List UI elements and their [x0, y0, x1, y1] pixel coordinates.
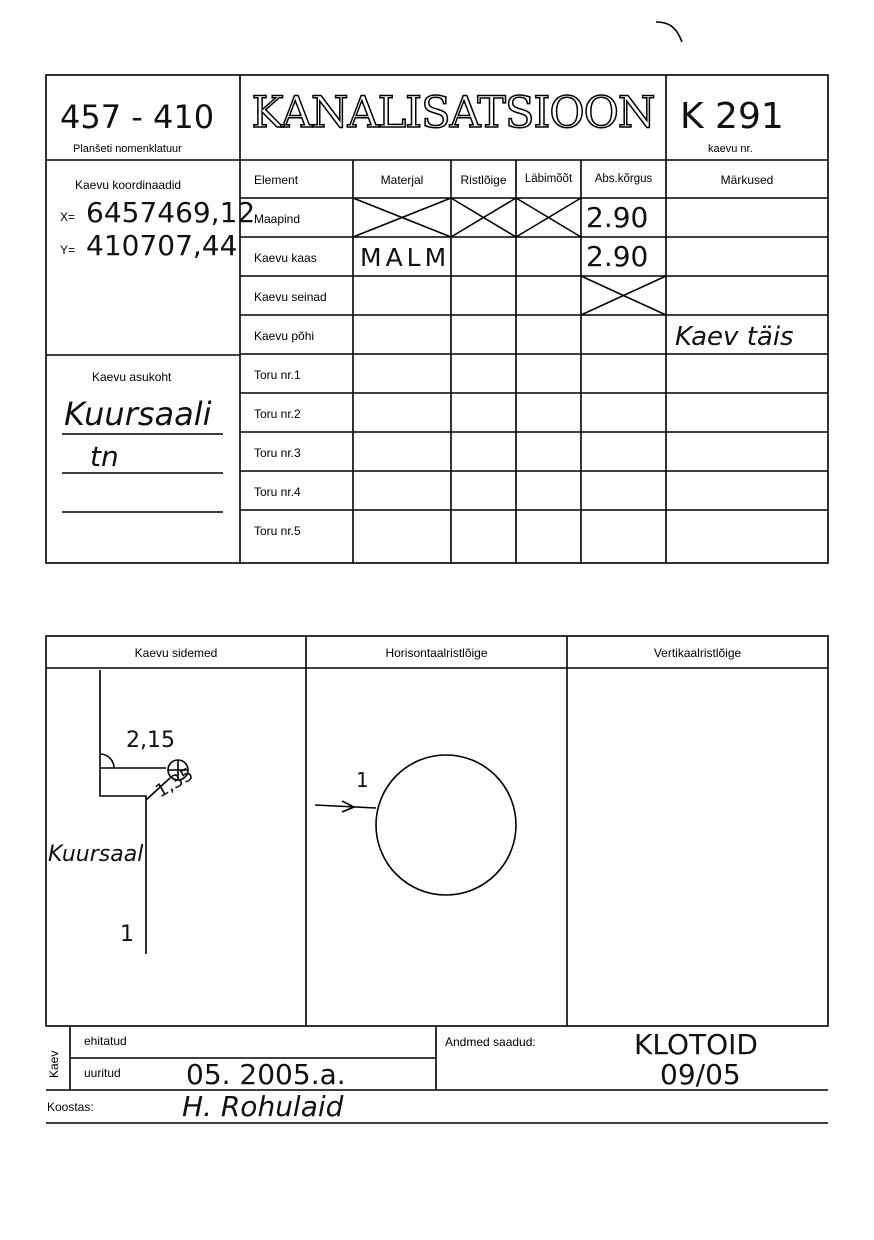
th-cross-section: Ristlõige: [460, 173, 507, 187]
sketch-drawing: [100, 22, 682, 954]
form-title: KANALISATSIOON: [251, 88, 655, 138]
plan-code: 457 - 410: [60, 98, 215, 136]
location-label: Kaevu asukoht: [92, 370, 172, 384]
coords-label: Kaevu koordinaadid: [75, 178, 182, 192]
data-source-value: KLOTOID: [634, 1028, 758, 1061]
th-element: Element: [254, 173, 299, 187]
plan-label: Planšeti nomenklatuur: [73, 143, 182, 155]
th-diameter: Läbimõõt: [524, 173, 573, 185]
dim-2-15: 2,15: [126, 728, 175, 753]
measured-value: 05. 2005.a.: [186, 1058, 346, 1091]
x-value: 6457469,12: [86, 196, 256, 229]
y-label: Y=: [60, 243, 76, 257]
row-element: Maapind: [254, 212, 301, 226]
row-element: Kaevu kaas: [254, 251, 317, 265]
author-label: Koostas:: [47, 1100, 94, 1114]
dim-1-35: 1,35: [152, 763, 198, 803]
row-element: Toru nr.2: [254, 407, 301, 421]
th-notes: Märkused: [720, 173, 774, 187]
panel-horizontal-title: Horisontaalristlõige: [385, 646, 488, 660]
location-line2: tn: [90, 440, 119, 473]
bottom-note: Kaev täis: [675, 322, 794, 352]
row-element: Kaevu põhi: [254, 329, 315, 343]
built-label: ehitatud: [84, 1034, 127, 1048]
cover-abs-height: 2.90: [586, 240, 649, 273]
ground-abs-height: 2.90: [586, 201, 649, 234]
sketch-frame: [46, 636, 828, 1026]
kaev-label: Kaev: [47, 1050, 61, 1078]
row-element: Toru nr.4: [254, 485, 301, 499]
cover-material: MALM: [360, 243, 451, 272]
well-number: K 291: [680, 96, 784, 137]
well-number-label: kaevu nr.: [708, 143, 753, 155]
measured-label: uuritud: [84, 1066, 121, 1080]
th-material: Materjal: [380, 173, 424, 187]
row-element: Toru nr.1: [254, 368, 301, 382]
pipe-number: 1: [356, 768, 369, 792]
data-source-label: Andmed saadud:: [445, 1035, 536, 1049]
row-element: Kaevu seinad: [254, 290, 327, 304]
building-label: Kuursaal: [48, 842, 144, 867]
row-element: Toru nr.3: [254, 446, 301, 460]
panel-vertical-title: Vertikaalristlõige: [653, 646, 742, 660]
sketch-number: 1: [120, 922, 134, 947]
location-line1: Kuursaali: [64, 395, 212, 433]
author-value: H. Rohulaid: [182, 1090, 344, 1123]
data-source-date: 09/05: [660, 1058, 741, 1091]
y-value: 410707,44: [86, 229, 238, 262]
row-element: Toru nr.5: [254, 524, 301, 538]
x-label: X=: [60, 210, 76, 224]
well-cross-section-circle: [376, 755, 516, 895]
panel-sidemed-title: Kaevu sidemed: [134, 646, 218, 660]
th-abs-height: Abs.kõrgus: [594, 173, 653, 185]
